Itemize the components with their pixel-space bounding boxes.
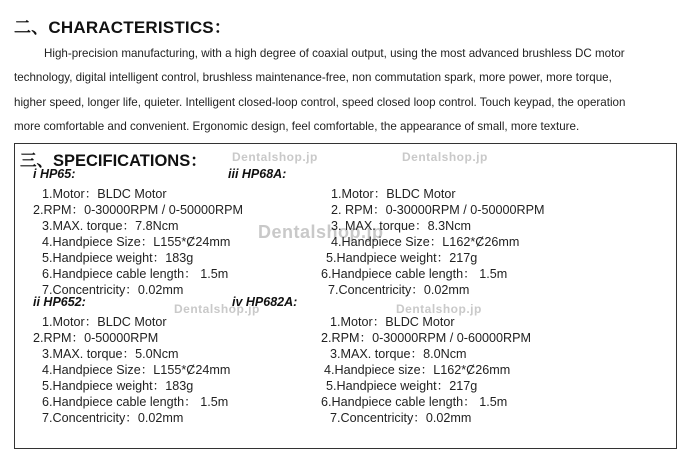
spec-item: 2.RPM：0-30000RPM / 0-50000RPM xyxy=(33,203,243,217)
spec-item: 7.Concentricity：0.02mm xyxy=(328,283,470,297)
watermark: Dentalshop.jp xyxy=(258,222,384,242)
spec-item: 1.Motor：BLDC Motor xyxy=(331,187,456,201)
watermark: Dentalshop.jp xyxy=(232,150,318,164)
spec-item: 3.MAX. torque：8.0Ncm xyxy=(330,347,467,361)
spec-item: 4.Handpiece size：L162*Ȼ26mm xyxy=(324,363,511,377)
spec-item: 7.Concentricity：0.02mm xyxy=(42,411,184,425)
characteristics-line-2: technology, digital intelligent control, brushless maintenance-free, non commutation spark, more power, more torque, xyxy=(14,71,612,84)
model-label: iii HP68A: xyxy=(228,167,287,181)
spec-item: 6.Handpiece cable length： 1.5m xyxy=(42,267,229,281)
spec-item: 4.Handpiece Size：L162*Ȼ26mm xyxy=(331,235,520,249)
model-label: iv HP682A: xyxy=(232,295,298,309)
spec-item: 2. RPM：0-30000RPM / 0-50000RPM xyxy=(331,203,545,217)
spec-item: 3.MAX. torque：7.8Ncm xyxy=(42,219,179,233)
characteristics-line-3: higher speed, longer life, quieter. Intelligent closed-loop control, speed closed loop control. Touch keypad, the operation xyxy=(14,96,626,109)
spec-item: 5.Handpiece weight：217g xyxy=(326,251,478,265)
watermark: Dentalshop.jp xyxy=(174,302,260,316)
watermark: Dentalshop.jp xyxy=(402,150,488,164)
spec-item: 5.Handpiece weight：183g xyxy=(42,379,194,393)
spec-item: 7.Concentricity：0.02mm xyxy=(330,411,472,425)
spec-item: 1.Motor：BLDC Motor xyxy=(42,315,167,329)
model-label: i HP65: xyxy=(33,167,76,181)
spec-item: 7.Concentricity：0.02mm xyxy=(42,283,184,297)
spec-item: 4.Handpiece Size：L155*Ȼ24mm xyxy=(42,235,231,249)
spec-item: 6.Handpiece cable length： 1.5m xyxy=(42,395,229,409)
spec-item: 1.Motor：BLDC Motor xyxy=(42,187,167,201)
characteristics-line-1: High-precision manufacturing, with a high degree of coaxial output, using the most advanced brushless DC motor xyxy=(44,47,625,60)
watermark: Dentalshop.jp xyxy=(396,302,482,316)
characteristics-heading: 二、CHARACTERISTICS： xyxy=(14,18,232,37)
specifications-heading: 三、SPECIFICATIONS： xyxy=(20,152,207,170)
spec-item: 6.Handpiece cable length： 1.5m xyxy=(321,267,508,281)
model-label: ii HP652: xyxy=(33,295,86,309)
spec-item: 2.RPM：0-30000RPM / 0-60000RPM xyxy=(321,331,531,345)
spec-item: 1.Motor：BLDC Motor xyxy=(330,315,455,329)
spec-item: 5.Handpiece weight：183g xyxy=(42,251,194,265)
characteristics-line-4: more comfortable and convenient. Ergonomic design, feel comfortable, the appearance of small, more texture. xyxy=(14,120,580,133)
spec-item: 2.RPM：0-50000RPM xyxy=(33,331,159,345)
spec-item: 5.Handpiece weight：217g xyxy=(326,379,478,393)
spec-item: 6.Handpiece cable length： 1.5m xyxy=(321,395,508,409)
spec-item: 3. MAX. torque：8.3Ncm xyxy=(331,219,471,233)
spec-item: 3.MAX. torque：5.0Ncm xyxy=(42,347,179,361)
spec-item: 4.Handpiece Size：L155*Ȼ24mm xyxy=(42,363,231,377)
